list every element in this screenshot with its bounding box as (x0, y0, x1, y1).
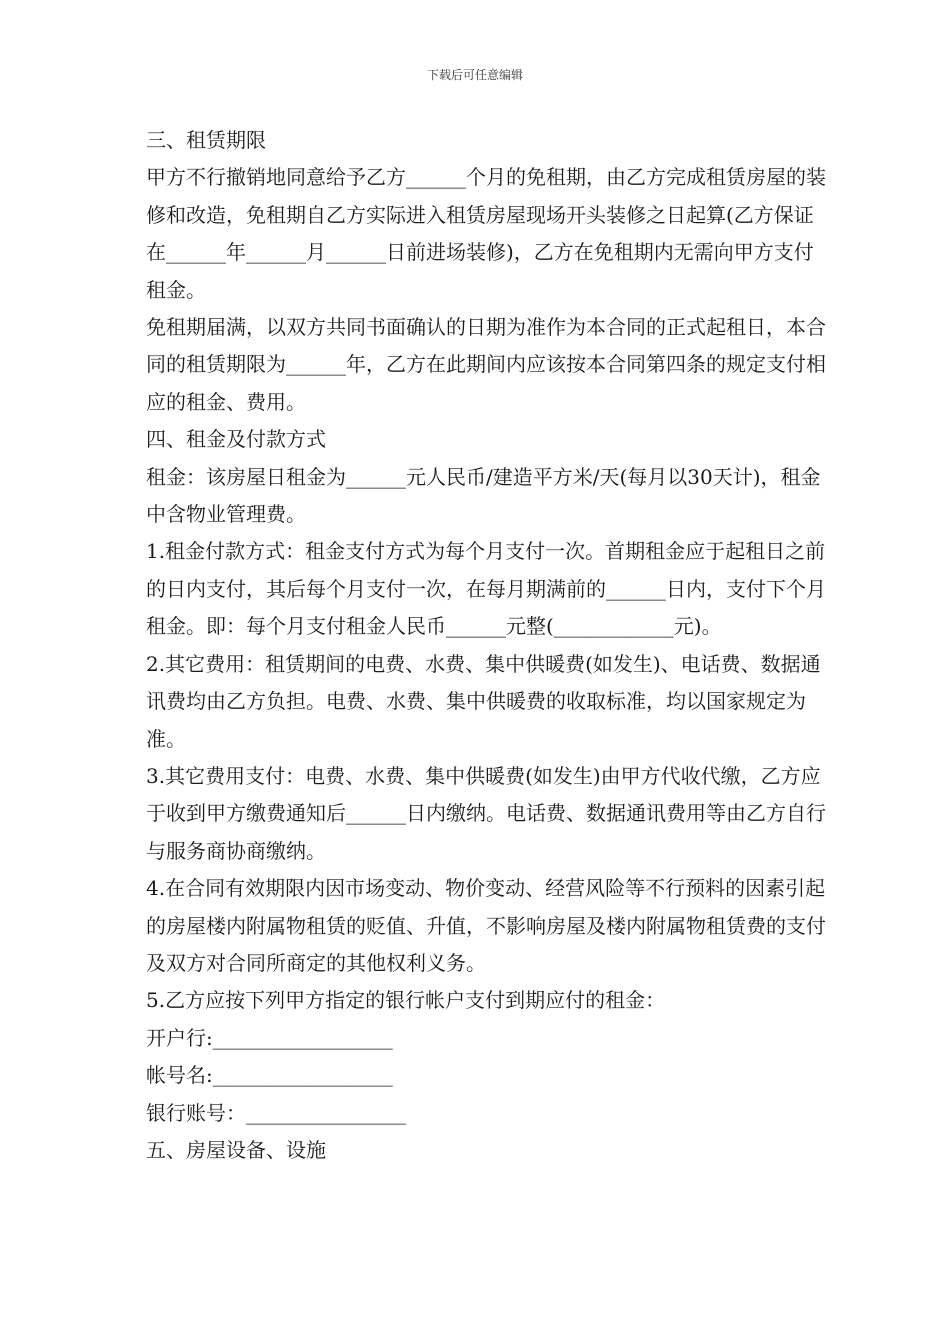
document-body (146, 122, 826, 1169)
field-account-name: 帐号名:__________________ (146, 1063, 393, 1088)
section-heading-facilities: 五、房屋设备、设施 (146, 1137, 326, 1162)
section-heading-lease-term: 三、租赁期限 (146, 128, 266, 152)
paragraph-other-fees-payment: 3.其它费用支付：电费、水费、集中供暖费(如发生)由甲方代收代缴，乙方应于收到甲方缴费通知后______日内缴纳。电话费、数据通讯费用等由乙方自行与服务商协商缴纳。 (146, 763, 826, 863)
page-header: 下载后可任意编辑 (426, 68, 523, 82)
paragraph-payment-method: 1.租金付款方式：租金支付方式为每个月支付一次。首期租金应于起租日之前的日内支付，其后每个月支付一次，在每月期满前的______日内，支付下个月租金。即：每个月支付租金人民币______元整(____________元)。 (146, 539, 826, 639)
paragraph-lease-start: 免租期届满，以双方共同书面确认的日期为准作为本合同的正式起租日，本合同的租赁期限为______年，乙方在此期间内应该按本合同第四条的规定支付相应的租金、费用。 (146, 315, 826, 414)
field-bank-name: 开户行:__________________ (146, 1025, 393, 1050)
paragraph-bank-account: 5.乙方应按下列甲方指定的银行帐户支付到期应付的租金： (146, 988, 666, 1013)
paragraph-daily-rent: 租金：该房屋日租金为______元人民币/建造平方米/天(每月以30天计)，租金中含物业管理费。 (146, 464, 821, 527)
section-heading-rent-payment: 四、租金及付款方式 (146, 427, 326, 452)
paragraph-market-changes: 4.在合同有效期限内因市场变动、物价变动、经营风险等不行预料的因素引起的房屋楼内附属物租赁的贬值、升值，不影响房屋及楼内附属物租赁费的支付及双方对合同所商定的其他权利义务。 (146, 876, 826, 975)
paragraph-rent-free-period: 甲方不行撤销地同意给予乙方______个月的免租期，由乙方完成租赁房屋的装修和改造，免租期自乙方实际进入租赁房屋现场开头装修之日起算(乙方保证在______年______月______日前进场装修)，乙方在免租期内无需向甲方支付租金。 (146, 165, 826, 302)
paragraph-other-fees: 2.其它费用：租赁期间的电费、水费、集中供暖费(如发生)、电话费、数据通讯费均由乙方负担。电费、水费、集中供暖费的收取标准，均以国家规定为准。 (146, 651, 821, 751)
field-account-number: 银行账号：________________ (146, 1100, 406, 1125)
